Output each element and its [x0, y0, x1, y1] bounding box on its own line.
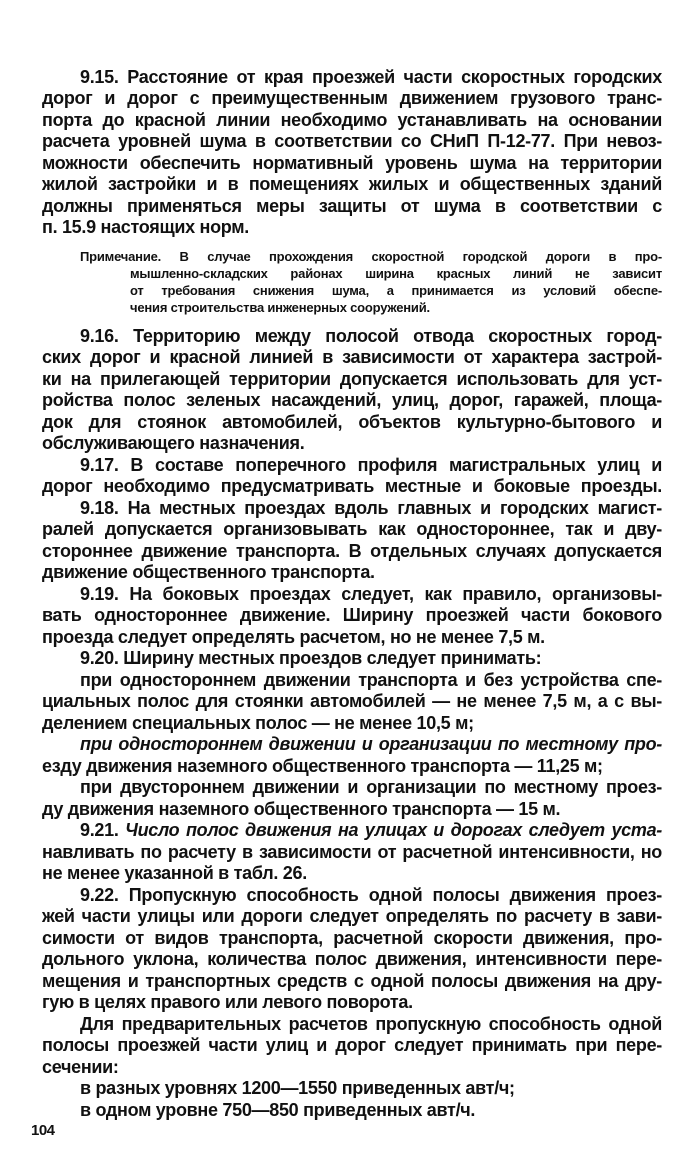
section-number: 9.21. [80, 820, 119, 840]
section-number: 9.18. [80, 498, 119, 518]
list-item-line: в разных уровнях 1200—1550 приведенных авт/ч; [80, 1078, 515, 1098]
paragraph-line: порта до красной линии необходимо устанавливать на основании [42, 110, 662, 130]
paragraph-line: ки на прилегающей территории допускается использовать для уст- [42, 369, 662, 389]
paragraph-line: полосы проезжей части улиц и дорог следует принимать при пере- [42, 1035, 662, 1055]
paragraph-line: 9.19. На боковых проездах следует, как правило, организовы- [80, 584, 663, 604]
list-item-line: при одностороннем движении транспорта и без устройства спе- [80, 670, 662, 690]
list-item-line: делением специальных полос — не менее 10,5 м; [42, 713, 474, 733]
list-item-line: при одностороннем движении и организации по местному про- [80, 734, 662, 754]
section-number: 9.17. [80, 455, 119, 475]
list-item-line: циальных полос для стоянки автомобилей — не менее 7,5 м, а с вы- [42, 691, 662, 711]
paragraph-line: гую в целях правого или левого поворота. [42, 992, 413, 1012]
list-item-line: езду движения наземного общественного транспорта — 11,25 м; [42, 756, 603, 776]
paragraph-line: стороннее движение транспорта. В отдельных случаях допускается [42, 541, 662, 561]
note-line: от требования снижения шума, а принимается из условий обеспе- [130, 283, 662, 298]
paragraph-line: ралей допускается организовывать как одностороннее, так и дву- [42, 519, 662, 539]
paragraph-line: Для предварительных расчетов пропускную способность одной [80, 1014, 662, 1034]
note-line: Примечание. В случае прохождения скоростной городской дороги в про- [80, 249, 663, 264]
list-item-line: в одном уровне 750—850 приведенных авт/ч. [80, 1100, 476, 1120]
list-item-line: при двустороннем движении и организации по местному проез- [80, 777, 662, 797]
section-number: 9.16. [80, 326, 119, 346]
section-number: 9.19. [80, 584, 119, 604]
paragraph-line: навливать по расчету в зависимости от расчетной интенсивности, но [42, 842, 662, 862]
paragraph-line: 9.22. Пропускную способность одной полосы движения проез- [80, 885, 662, 905]
paragraph-line: дорог необходимо предусматривать местные и боковые проезды. [42, 476, 662, 496]
paragraph-line: вать одностороннее движение. Ширину проезжей части бокового [42, 605, 662, 625]
paragraph-line: проезда следует определять расчетом, но не менее 7,5 м. [42, 627, 545, 647]
paragraph-line: дольного уклона, количества полос движения, интенсивности пере- [42, 949, 662, 969]
paragraph-line: можности обеспечить нормативный уровень шума на территории [42, 153, 662, 173]
paragraph-line: движение общественного транспорта. [42, 562, 375, 582]
paragraph-line: 9.20. Ширину местных проездов следует принимать: [80, 648, 542, 668]
list-item-line: ду движения наземного общественного транспорта — 15 м. [42, 799, 561, 819]
paragraph-line: п. 15.9 настоящих норм. [42, 217, 249, 237]
note-line: чения строительства инженерных сооружений. [130, 300, 430, 315]
paragraph-line: расчета уровней шума в соответствии со СНиП П-12-77. При невоз- [42, 131, 662, 151]
page-number: 104 [31, 1122, 55, 1139]
section-number: 9.15. [80, 67, 119, 87]
paragraph-line: ройства полос зеленых насаждений, улиц, дорог, гаражей, площа- [42, 390, 662, 410]
paragraph-line: док для стоянок автомобилей, объектов культурно-бытового и [42, 412, 662, 432]
paragraph-line: 9.16. Территорию между полосой отвода скоростных город- [80, 326, 663, 346]
paragraph-line: должны применяться меры защиты от шума в соответствии с [42, 196, 662, 216]
paragraph-line: сечении: [42, 1057, 119, 1077]
paragraph-line: обслуживающего назначения. [42, 433, 305, 453]
paragraph-line: мещения и транспортных средств с одной полосы движения на дру- [42, 971, 662, 991]
section-number: 9.22. [80, 885, 119, 905]
paragraph-line: 9.17. В составе поперечного профиля магистральных улиц и [80, 455, 663, 475]
section-number: 9.20. [80, 648, 119, 668]
paragraph-line: симости от видов транспорта, расчетной скорости движения, про- [42, 928, 662, 948]
paragraph-line: 9.15. Расстояние от края проезжей части скоростных городских [80, 67, 663, 87]
paragraph-line: жилой застройки и в помещениях жилых и общественных зданий [42, 174, 662, 194]
paragraph-line: ских дорог и красной линией в зависимости от характера застрой- [42, 347, 662, 367]
paragraph-line: 9.18. На местных проездах вдоль главных и городских магист- [80, 498, 662, 518]
note-line: мышленно-складских районах ширина красных линий не зависит [130, 266, 662, 281]
paragraph-line: 9.21. Число полос движения на улицах и дорогах следует уста- [80, 820, 662, 840]
note-label: Примечание. [80, 249, 162, 264]
paragraph-line: дорог и дорог с преимущественным движением грузового транс- [42, 88, 662, 108]
paragraph-line: не менее указанной в табл. 26. [42, 863, 307, 883]
paragraph-line: жей части улицы или дороги следует определять по расчету в зави- [42, 906, 662, 926]
